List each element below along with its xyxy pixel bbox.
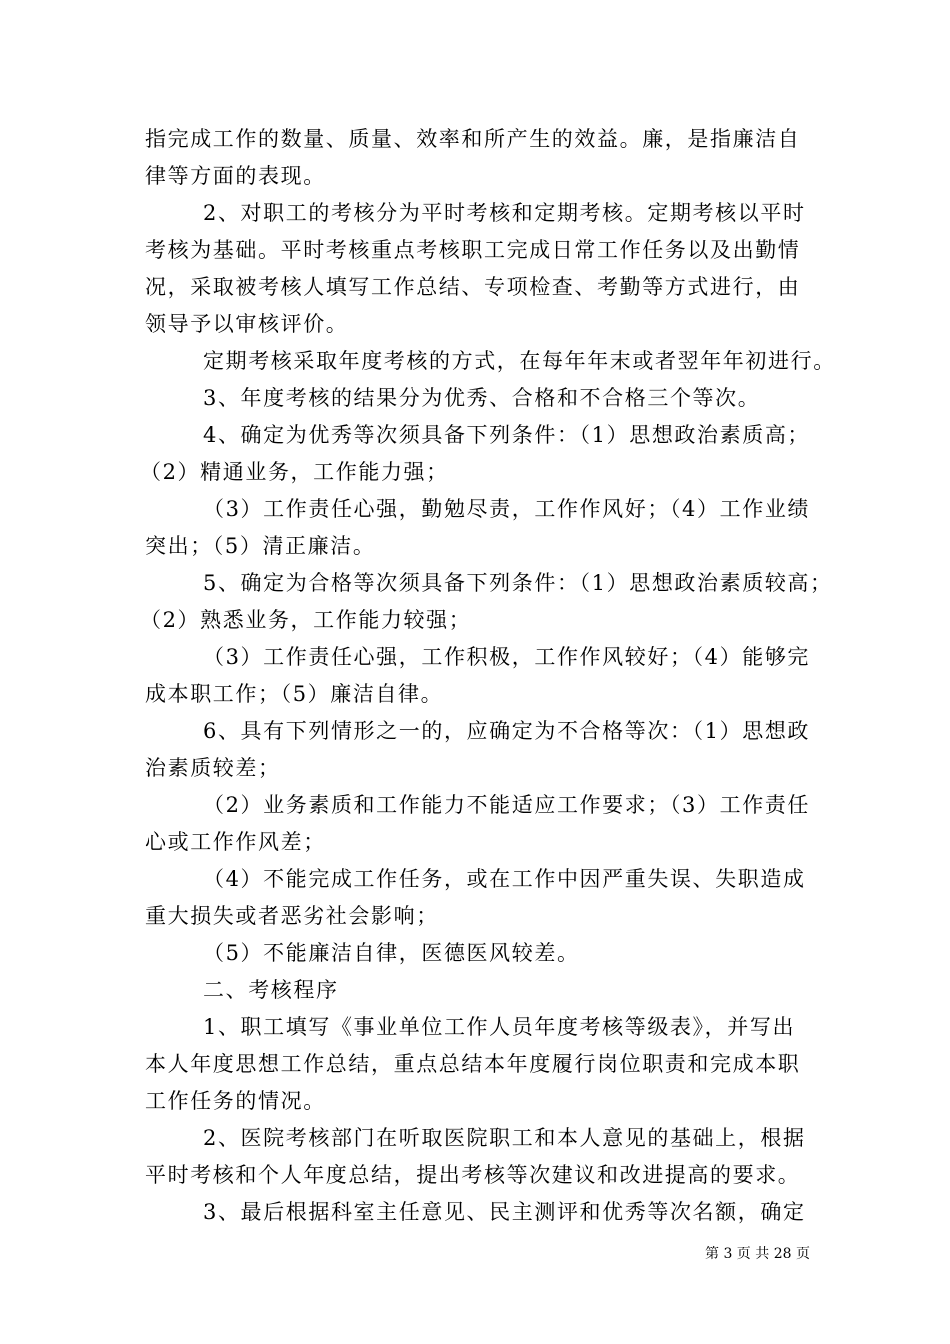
page-number: 第 3 页 共 28 页 — [705, 1246, 810, 1262]
body-line: 3、年度考核的结果分为优秀、合格和不合格三个等次。 — [203, 386, 761, 410]
body-line: （5）不能廉洁自律，医德医风较差。 — [203, 941, 580, 965]
body-line: （4）不能完成工作任务，或在工作中因严重失误、失职造成 — [203, 867, 806, 891]
body-line: （2）业务素质和工作能力不能适应工作要求；（3）工作责任 — [203, 793, 811, 817]
body-line: 定期考核采取年度考核的方式，在每年年末或者翌年年初进行。 — [203, 349, 836, 373]
body-line: 2、对职工的考核分为平时考核和定期考核。定期考核以平时 — [203, 201, 806, 225]
body-line: 指完成工作的数量、质量、效率和所产生的效益。廉，是指廉洁自 — [145, 127, 801, 151]
body-line: （2）精通业务，工作能力强； — [140, 460, 449, 484]
body-line: 况，采取被考核人填写工作总结、专项检查、考勤等方式进行，由 — [145, 275, 801, 299]
body-line: 考核为基础。平时考核重点考核职工完成日常工作任务以及出勤情 — [145, 238, 801, 262]
body-line: 2、医院考核部门在听取医院职工和本人意见的基础上，根据 — [203, 1126, 806, 1150]
body-line: 3、最后根据科室主任意见、民主测评和优秀等次名额，确定 — [203, 1200, 806, 1224]
body-line: 重大损失或者恶劣社会影响； — [145, 904, 439, 928]
body-line: 领导予以审核评价。 — [145, 312, 349, 336]
body-line: 心或工作作风差； — [145, 830, 326, 854]
body-line: 成本职工作；（5）廉洁自律。 — [145, 682, 444, 706]
body-line: 平时考核和个人年度总结，提出考核等次建议和改进提高的要求。 — [145, 1163, 801, 1187]
body-line: 治素质较差； — [145, 756, 281, 780]
body-line: 本人年度思想工作总结，重点总结本年度履行岗位职责和完成本职 — [145, 1052, 801, 1076]
body-line: （3）工作责任心强，工作积极，工作作风较好；（4）能够完 — [203, 645, 811, 669]
body-line: 6、具有下列情形之一的，应确定为不合格等次：（1）思想政 — [203, 719, 811, 743]
body-line: （2）熟悉业务，工作能力较强； — [140, 608, 472, 632]
body-line: （3）工作责任心强，勤勉尽责，工作作风好；（4）工作业绩 — [203, 497, 811, 521]
body-line: 5、确定为合格等次须具备下列条件：（1）思想政治素质较高； — [203, 571, 833, 595]
body-line: 4、确定为优秀等次须具备下列条件：（1）思想政治素质高； — [203, 423, 811, 447]
body-line: 1、职工填写《事业单位工作人员年度考核等级表》，并写出 — [203, 1015, 796, 1039]
section-heading: 二、考核程序 — [203, 978, 339, 1002]
body-line: 律等方面的表现。 — [145, 164, 326, 188]
body-line: 突出；（5）清正廉洁。 — [145, 534, 376, 558]
body-line: 工作任务的情况。 — [145, 1089, 326, 1113]
